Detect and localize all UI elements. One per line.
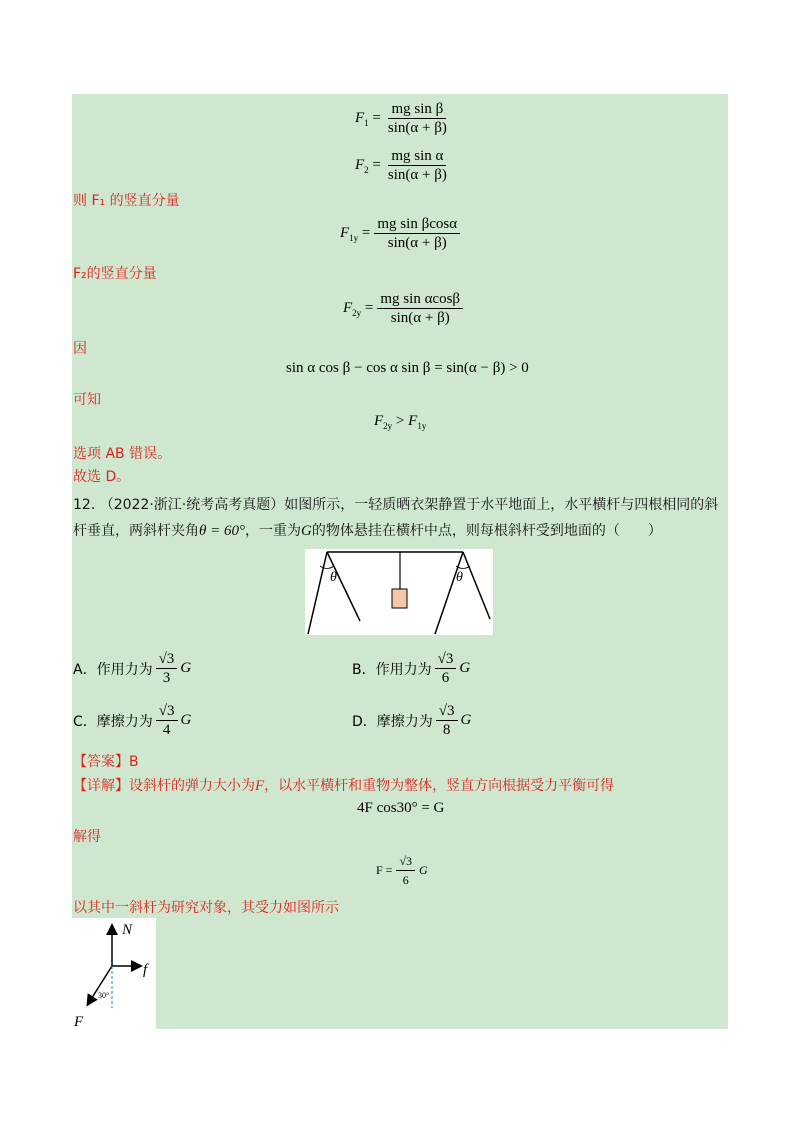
clothes-rack-diagram [305, 549, 493, 635]
text-because: 因 [73, 341, 87, 357]
text-f2-vertical: F₂的竖直分量 [73, 266, 157, 282]
equation-f2y: $F_{2y}$ = $\frac{\text{mg sin αcosβ}}{\sin(\alpha + \beta)}$ [343, 290, 463, 327]
option-a[interactable]: A．作用力为 $\frac{√3}{3}$ G [73, 651, 192, 686]
left-rod-2 [327, 552, 360, 621]
theta-left-label: θ [330, 570, 337, 585]
question-12-line2: 杆垂直，两斜杆夹角θ = 60°，一重为G的物体悬挂在横杆中点，则每根斜杆受到地面的（ ） [73, 523, 662, 539]
detail-line: 【详解】设斜杆的弹力大小为F，以水平横杆和重物为整体，竖直方向根据受力平衡可得 [73, 778, 615, 794]
label-angle: 30° [98, 991, 110, 1000]
text-choose-d: 故选 D。 [73, 469, 131, 485]
question-12-line1: 12. （2022·浙江·统考高考真题）如图所示，一轻质晒衣架静置于水平地面上，水平横杆与四根相同的斜 [73, 497, 719, 513]
option-b[interactable]: B．作用力为 $\frac{√3}{6}$ G [352, 651, 471, 686]
option-c[interactable]: C．摩擦力为 $\frac{√3}{4}$ G [73, 703, 192, 738]
equation-f1: $F_1$ = $\frac{\text{mg sin β}}{\sin(\alpha + \beta)}$ [355, 101, 447, 136]
equation-result: F = $\frac{√3}{6}$ G [376, 854, 428, 887]
text-thus: 可知 [73, 392, 101, 408]
equation-compare: $F_{2y} > F_{1y}$ [374, 413, 427, 431]
label-f-small: f [143, 962, 148, 978]
theta-right-label: θ [456, 570, 463, 585]
text-f1-vertical: 则 F₁ 的竖直分量 [73, 193, 180, 209]
force-diagram [72, 918, 156, 1030]
hanging-weight [392, 589, 407, 608]
figure-clothes-rack [305, 549, 493, 635]
text-solve: 解得 [73, 829, 101, 845]
figure-force-diagram [72, 918, 156, 1030]
label-f-big: F [74, 1014, 84, 1030]
right-rod-2 [463, 552, 490, 619]
left-rod-1 [308, 552, 327, 634]
right-rod-1 [435, 552, 463, 634]
equation-inequality: sin α cos β − cos α sin β = sin(α − β) > 0 [286, 360, 529, 376]
answer-label: 【答案】B [73, 754, 139, 770]
text-study-one-rod: 以其中一斜杆为研究对象，其受力如图所示 [73, 900, 339, 916]
equation-f1y: $F_{1y}$ = $\frac{\text{mg sin βcosα}}{\sin(\alpha + \beta)}$ [340, 215, 460, 252]
equation-f2: $F_2$ = $\frac{\text{mg sin α}}{\sin(\alpha + \beta)}$ [355, 148, 447, 183]
equation-4fcos: 4F cos30° = G [357, 800, 445, 816]
label-n: N [122, 922, 133, 938]
option-d[interactable]: D．摩擦力为 $\frac{√3}{8}$ G [352, 703, 472, 738]
text-ab-wrong: 选项 AB 错误。 [73, 446, 172, 462]
